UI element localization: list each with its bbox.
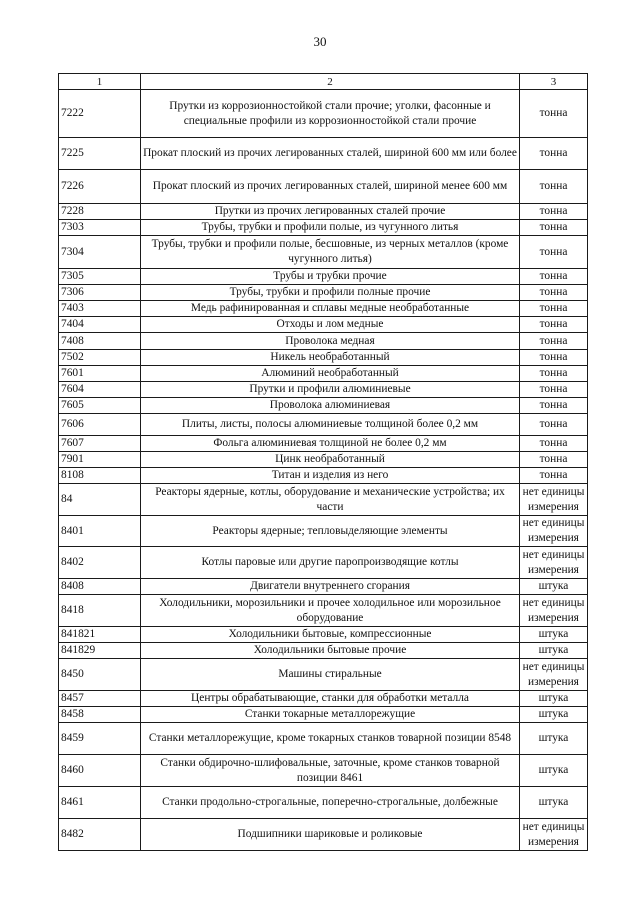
code-cell: 8457 — [59, 691, 141, 707]
unit-cell: тонна — [520, 452, 588, 468]
unit-cell: тонна — [520, 285, 588, 301]
unit-cell: тонна — [520, 236, 588, 269]
name-cell: Фольга алюминиевая толщиной не более 0,2 мм — [141, 436, 520, 452]
table-row — [59, 398, 588, 414]
table-row — [59, 366, 588, 382]
code-cell: 8401 — [59, 516, 141, 547]
code-cell: 7408 — [59, 333, 141, 350]
code-cell: 8418 — [59, 595, 141, 627]
table-row — [59, 269, 588, 285]
name-cell: Центры обрабатывающие, станки для обработки металла — [141, 691, 520, 707]
table-row — [59, 414, 588, 436]
table-row — [59, 204, 588, 220]
table-row — [59, 317, 588, 333]
code-cell: 7303 — [59, 220, 141, 236]
table-row — [59, 787, 588, 819]
name-cell: Титан и изделия из него — [141, 468, 520, 484]
unit-cell: тонна — [520, 333, 588, 350]
table-row — [59, 452, 588, 468]
unit-cell: тонна — [520, 317, 588, 333]
unit-cell: тонна — [520, 468, 588, 484]
unit-cell: тонна — [520, 204, 588, 220]
name-cell: Холодильники бытовые прочие — [141, 643, 520, 659]
table-row — [59, 707, 588, 723]
name-cell: Прутки и профили алюминиевые — [141, 382, 520, 398]
table-header-row — [59, 74, 588, 90]
table-row — [59, 643, 588, 659]
table-row — [59, 659, 588, 691]
name-cell: Алюминий необработанный — [141, 366, 520, 382]
table-row — [59, 301, 588, 317]
unit-cell: тонна — [520, 366, 588, 382]
name-cell: Плиты, листы, полосы алюминиевые толщиной более 0,2 мм — [141, 414, 520, 436]
code-cell: 841821 — [59, 627, 141, 643]
unit-cell: тонна — [520, 301, 588, 317]
code-cell: 7304 — [59, 236, 141, 269]
unit-cell: штука — [520, 723, 588, 755]
table-row — [59, 547, 588, 579]
unit-cell: нет единицы измерения — [520, 595, 588, 627]
table-row — [59, 236, 588, 269]
table-row — [59, 484, 588, 516]
table-row — [59, 691, 588, 707]
unit-cell: нет единицы измерения — [520, 819, 588, 851]
code-cell: 8458 — [59, 707, 141, 723]
code-cell: 7601 — [59, 366, 141, 382]
table-row — [59, 436, 588, 452]
table-row — [59, 468, 588, 484]
unit-cell: тонна — [520, 382, 588, 398]
code-cell: 7306 — [59, 285, 141, 301]
unit-cell: штука — [520, 787, 588, 819]
name-cell: Трубы, трубки и профили полые, из чугунного литья — [141, 220, 520, 236]
name-cell: Станки продольно-строгальные, поперечно-строгальные, долбежные — [141, 787, 520, 819]
unit-cell: тонна — [520, 398, 588, 414]
name-cell: Трубы и трубки прочие — [141, 269, 520, 285]
code-cell: 7403 — [59, 301, 141, 317]
code-cell: 84 — [59, 484, 141, 516]
table-row — [59, 579, 588, 595]
code-cell: 841829 — [59, 643, 141, 659]
name-cell: Станки обдирочно-шлифовальные, заточные, кроме станков товарной позиции 8461 — [141, 755, 520, 787]
name-cell: Реакторы ядерные, котлы, оборудование и механические устройства; их части — [141, 484, 520, 516]
unit-cell: нет единицы измерения — [520, 484, 588, 516]
table-row — [59, 723, 588, 755]
unit-cell: нет единицы измерения — [520, 516, 588, 547]
table-row — [59, 755, 588, 787]
unit-cell: штука — [520, 643, 588, 659]
name-cell: Медь рафинированная и сплавы медные необработанные — [141, 301, 520, 317]
code-cell: 7606 — [59, 414, 141, 436]
table-row — [59, 90, 588, 138]
name-cell: Проволока алюминиевая — [141, 398, 520, 414]
table-row — [59, 627, 588, 643]
code-cell: 8108 — [59, 468, 141, 484]
code-cell: 7607 — [59, 436, 141, 452]
unit-cell: тонна — [520, 220, 588, 236]
unit-cell: штука — [520, 707, 588, 723]
name-cell: Станки токарные металлорежущие — [141, 707, 520, 723]
unit-cell: нет единицы измерения — [520, 659, 588, 691]
name-cell: Никель необработанный — [141, 350, 520, 366]
unit-cell: штука — [520, 755, 588, 787]
unit-cell: тонна — [520, 90, 588, 138]
header-cell-code: 1 — [59, 74, 141, 90]
commodity-table — [58, 73, 588, 851]
unit-cell: нет единицы измерения — [520, 547, 588, 579]
code-cell: 8402 — [59, 547, 141, 579]
code-cell: 8461 — [59, 787, 141, 819]
name-cell: Прутки из прочих легированных сталей прочие — [141, 204, 520, 220]
unit-cell: тонна — [520, 138, 588, 170]
unit-cell: штука — [520, 691, 588, 707]
unit-cell: тонна — [520, 350, 588, 366]
name-cell: Проволока медная — [141, 333, 520, 350]
code-cell: 8482 — [59, 819, 141, 851]
code-cell: 7901 — [59, 452, 141, 468]
code-cell: 8459 — [59, 723, 141, 755]
table-row — [59, 170, 588, 204]
table-row — [59, 382, 588, 398]
name-cell: Прокат плоский из прочих легированных сталей, шириной 600 мм или более — [141, 138, 520, 170]
header-cell-name: 2 — [141, 74, 520, 90]
table-row — [59, 285, 588, 301]
unit-cell: штука — [520, 579, 588, 595]
name-cell: Отходы и лом медные — [141, 317, 520, 333]
table-body — [59, 74, 588, 851]
header-cell-unit: 3 — [520, 74, 588, 90]
name-cell: Трубы, трубки и профили полные прочие — [141, 285, 520, 301]
name-cell: Цинк необработанный — [141, 452, 520, 468]
code-cell: 8408 — [59, 579, 141, 595]
name-cell: Трубы, трубки и профили полые, бесшовные, из черных металлов (кроме чугунного литья) — [141, 236, 520, 269]
unit-cell: тонна — [520, 170, 588, 204]
table-row — [59, 220, 588, 236]
name-cell: Станки металлорежущие, кроме токарных станков товарной позиции 8548 — [141, 723, 520, 755]
name-cell: Холодильники бытовые, компрессионные — [141, 627, 520, 643]
code-cell: 7222 — [59, 90, 141, 138]
code-cell: 7225 — [59, 138, 141, 170]
code-cell: 7604 — [59, 382, 141, 398]
code-cell: 7226 — [59, 170, 141, 204]
unit-cell: тонна — [520, 414, 588, 436]
table-row — [59, 350, 588, 366]
name-cell: Котлы паровые или другие паропроизводящие котлы — [141, 547, 520, 579]
page-number: 30 — [313, 34, 327, 49]
code-cell: 7305 — [59, 269, 141, 285]
code-cell: 7605 — [59, 398, 141, 414]
table-row — [59, 516, 588, 547]
table-row — [59, 819, 588, 851]
code-cell: 8460 — [59, 755, 141, 787]
unit-cell: тонна — [520, 269, 588, 285]
code-cell: 7502 — [59, 350, 141, 366]
table-row — [59, 595, 588, 627]
name-cell: Холодильники, морозильники и прочее холодильное или морозильное оборудование — [141, 595, 520, 627]
unit-cell: тонна — [520, 436, 588, 452]
name-cell: Прокат плоский из прочих легированных сталей, шириной менее 600 мм — [141, 170, 520, 204]
name-cell: Прутки из коррозионностойкой стали прочие; уголки, фасонные и специальные профили из коррозионностойкой стали прочие — [141, 90, 520, 138]
name-cell: Реакторы ядерные; тепловыделяющие элементы — [141, 516, 520, 547]
code-cell: 7404 — [59, 317, 141, 333]
name-cell: Подшипники шариковые и роликовые — [141, 819, 520, 851]
code-cell: 7228 — [59, 204, 141, 220]
unit-cell: штука — [520, 627, 588, 643]
name-cell: Двигатели внутреннего сгорания — [141, 579, 520, 595]
table-row — [59, 138, 588, 170]
table-row — [59, 333, 588, 350]
code-cell: 8450 — [59, 659, 141, 691]
name-cell: Машины стиральные — [141, 659, 520, 691]
